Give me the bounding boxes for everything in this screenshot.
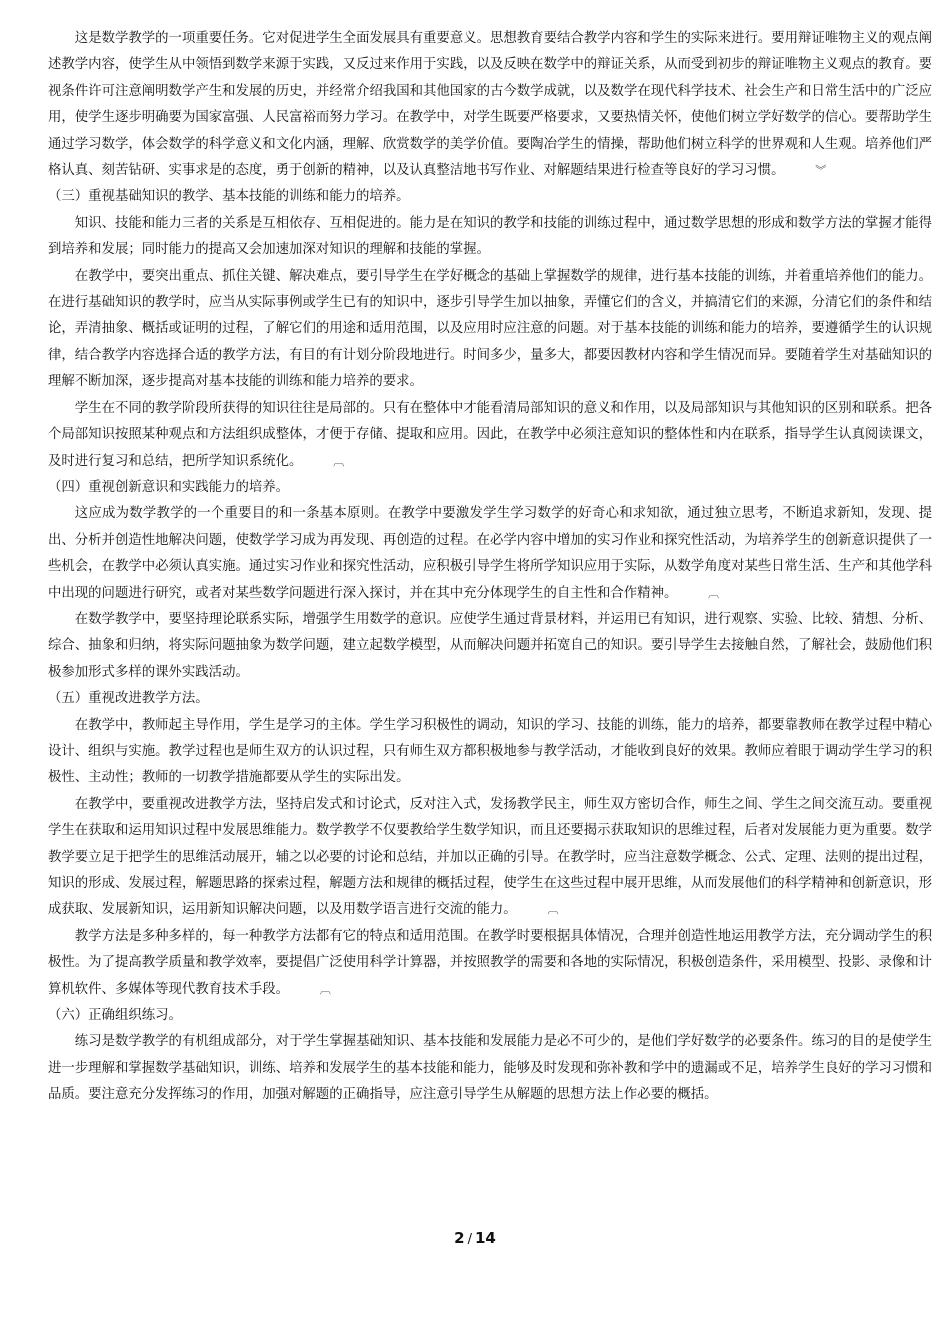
paragraph: 在教学中，要突出重点、抓住关键、解决难点，要引导学生在学好概念的基础上掌握数学的规律，进行基本技能的训练，并着重培养他们的能力。在进行基础知识的教学时，应当从实际事例或学生已有的知识中，逐步引导学生加以抽象，弄懂它们的含义，并搞清它们的来源，分清它们的条件和结论，弄清抽象、概括或证明的过程，了解它们的用途和适用范围，以及应用时应注意的问题。对于基本技能的训练和能力的培养，要遵循学生的认识规律，结合教学内容选择合适的教学方法，有目的有计划分阶段地进行。时间多少，量多大，都要因教材内容和学生情况而异。要随着学生对基础知识的理解不断加深，逐步提高对基本技能的训练和能力培养的要求。 [48, 268, 932, 390]
section-heading: （六）正确组织练习。 [48, 1008, 182, 1024]
paragraph [48, 501, 932, 607]
paragraph-text: 学生在不同的教学阶段所获得的知识往往是局部的。只有在整体中才能看清局部知识的意义和作用，以及局部知识与其他知识的区别和联系。把各个局部知识按照某种观点和方法组织成整体，才便于存储、提取和应用。因此，在教学中必须注意知识的整体性和内在联系，指导学生认真阅读课文，及时进行复习和总结，把所学知识系统化。 [48, 400, 932, 469]
paragraph: 知识、技能和能力三者的关系是互相依存、互相促进的。能力是在知识的教学和技能的训练过程中，通过数学思想的形成和数学方法的掌握才能得到培养和发展；同时能力的提高又会加速加深对知识的理解和技能的掌握。 [48, 215, 932, 258]
paragraph-text: 这是数学教学的一项重要任务。它对促进学生全面发展具有重要意义。思想教育要结合教学内容和学生的实际来进行。要用辩证唯物主义的观点阐述教学内容，使学生从中领悟到数学来源于实践，又反过来作用于实践，以及反映在数学中的辩证关系，从而受到初步的辩证唯物主义观点的教育。要视条件许可注意阐明数学产生和发展的历史，并经常介绍我国和其他国家的古今数学成就，以及数学在现代科学技术、社会生产和日常生活中的广泛应用，使学生逐步明确要为国家富强、人民富裕而努力学习。在教学中，对学生既要严格要求，又要热情关怀，使他们树立学好数学的信心。要帮助学生通过学习数学，体会数学的科学意义和文化内涵，理解、欣赏数学的美学价值。要陶冶学生的情操，帮助他们树立科学的世界观和人生观。培养他们严格认真、刻苦钻研、实事求是的态度，勇于创新的精神，以及认真整洁地书写作业、对解题结果进行检查等良好的学习习惯。 [48, 31, 932, 179]
paragraph: 练习是数学教学的有机组成部分，对于学生掌握基础知识、基本技能和发展能力是必不可少的，是他们学好数学的必要条件。练习的目的是使学生进一步理解和掌握数学基础知识，训练、培养和发展学生的基本技能和能力，能够及时发现和弥补教和学中的遗漏或不足，培养学生良好的学习习惯和品质。要注意充分发挥练习的作用，加强对解题的正确指导，应注意引导学生从解题的思想方法上作必要的概括。 [48, 1034, 932, 1103]
paragraph [48, 26, 932, 184]
page-number [0, 1229, 950, 1247]
section-heading: （五）重视改进教学方法。 [48, 691, 209, 707]
paragraph: 在教学中，教师起主导作用，学生是学习的主体。学生学习积极性的调动，知识的学习、技能的训练，能力的培养，都要靠教师在教学过程中精心设计、组织与实施。教学过程也是师生双方的认识过程，只有师生双方都积极地参与教学活动，才能收到良好的效果。教师应着眼于调动学生学习的积极性、主动性；教师的一切教学措施都要从学生的实际出发。 [48, 717, 932, 786]
paragraph-text: 在教学中，要重视改进教学方法，坚持启发式和讨论式，反对注入式，发扬教学民主，师生双方密切合作，师生之间、学生之间交流互动。要重视学生在获取和运用知识过程中发展思维能力。数学教学不仅要教给学生数学知识，而且还要揭示获取知识的思维过程，后者对发展能力更为重要。数学教学要立足于把学生的思维活动展开，辅之以必要的讨论和总结，并加以正确的引导。在教学时，应当注意数学概念、公式、定理、法则的提出过程，知识的形成、发展过程，解题思路的探索过程，解题方法和规律的概括过程，使学生在这些过程中展开思维，从而发展他们的科学精神和创新意识，形成获取、发展新知识，运用新知识解决问题，以及用数学语言进行交流的能力。 [48, 796, 932, 918]
total-pages-number: 14 [474, 1229, 496, 1247]
paragraph-mark-icon: ︹ [319, 982, 331, 996]
paragraph-mark-icon: ︹ [333, 454, 345, 468]
paragraph-mark-icon: ︹ [547, 903, 559, 917]
page-number-separator: / [467, 1232, 472, 1247]
paragraph [48, 924, 932, 1003]
current-page-number: 2 [454, 1229, 465, 1247]
paragraph-mark-icon: ︾ [815, 164, 827, 178]
paragraph-mark-icon: ︹ [708, 586, 720, 600]
paragraph [48, 792, 932, 924]
section-heading: （四）重视创新意识和实践能力的培养。 [48, 479, 290, 495]
paragraph-text: 教学方法是多种多样的，每一种教学方法都有它的特点和适用范围。在教学时要根据具体情况，合理并创造性地运用教学方法，充分调动学生的积极性。为了提高教学质量和教学效率，要提倡广泛使用科学计算器，并按照教学的需要和各地的实际情况，积极创造条件，采用模型、投影、录像和计算机软件、多媒体等现代教育技术手段。 [48, 928, 932, 997]
paragraph [48, 396, 932, 475]
document-page [48, 26, 932, 1109]
section-heading: （三）重视基础知识的教学、基本技能的训练和能力的培养。 [48, 189, 410, 205]
paragraph-text: 这应成为数学教学的一个重要目的和一条基本原则。在教学中要激发学生学习数学的好奇心和求知欲，通过独立思考，不断追求新知，发现、提出、分析并创造性地解决问题，使数学学习成为再发现、再创造的过程。在必学内容中增加的实习作业和探究性活动，为培养学生的创新意识提供了一些机会，在教学中必须认真实施。通过实习作业和探究性活动，应积极引导学生将所学知识应用于实际，从数学角度对某些日常生活、生产和其他学科中出现的问题进行研究，或者对某些数学问题进行深入探讨，并在其中充分体现学生的自主性和合作精神。 [48, 506, 932, 601]
paragraph: 在数学教学中，要坚持理论联系实际，增强学生用数学的意识。应使学生通过背景材料，并运用已有知识，进行观察、实验、比较、猜想、分析、综合、抽象和归纳，将实际问题抽象为数学问题，建立起数学模型，从而解决问题并拓宽自己的知识。要引导学生去接触自然，了解社会，鼓励他们积极参加形式多样的课外实践活动。 [48, 611, 932, 680]
